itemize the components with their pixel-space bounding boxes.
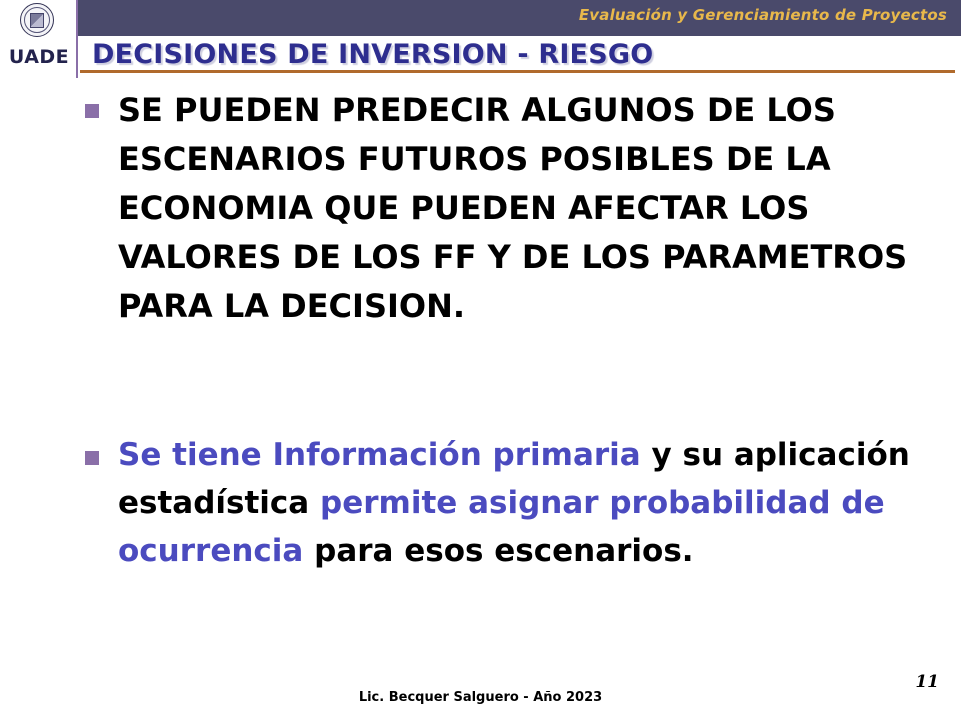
uade-logo	[0, 0, 78, 78]
university-seal-icon	[14, 2, 60, 46]
bullet-2-segment-2: y su aplicación estadística	[118, 437, 910, 521]
footer-credit: Lic. Becquer Salguero - Año 2023	[358, 690, 603, 705]
bullet-item-1-text: SE PUEDEN PREDECIR ALGUNOS DE LOS ESCENARIOS FUTUROS POSIBLES DE LA ECONOMIA QUE PUEDEN AFECTAR LOS VALORES DE LOS FF Y DE LOS PARAMETROS PARA LA DECISION.	[118, 91, 908, 325]
slide-header	[0, 0, 961, 78]
header-divider	[80, 70, 955, 73]
page-title: DECISIONES DE INVERSION - RIESGO	[92, 39, 654, 70]
square-bullet-icon	[85, 104, 99, 118]
header-band	[0, 0, 961, 36]
bullet-2-segment-3: permite asignar probabilidad de ocurrencia	[118, 485, 885, 569]
square-bullet-icon	[85, 451, 99, 465]
slide-number: 11	[915, 672, 939, 692]
course-banner-label: Evaluación y Gerenciamiento de Proyectos	[578, 6, 947, 24]
slide-content	[0, 86, 961, 666]
bullet-2-segment-4: para esos escenarios.	[303, 533, 694, 569]
bullet-item-2-text	[118, 431, 938, 575]
bullet-2-segment-1: Se tiene Información primaria	[118, 437, 641, 473]
logo-wordmark: UADE	[8, 46, 70, 68]
